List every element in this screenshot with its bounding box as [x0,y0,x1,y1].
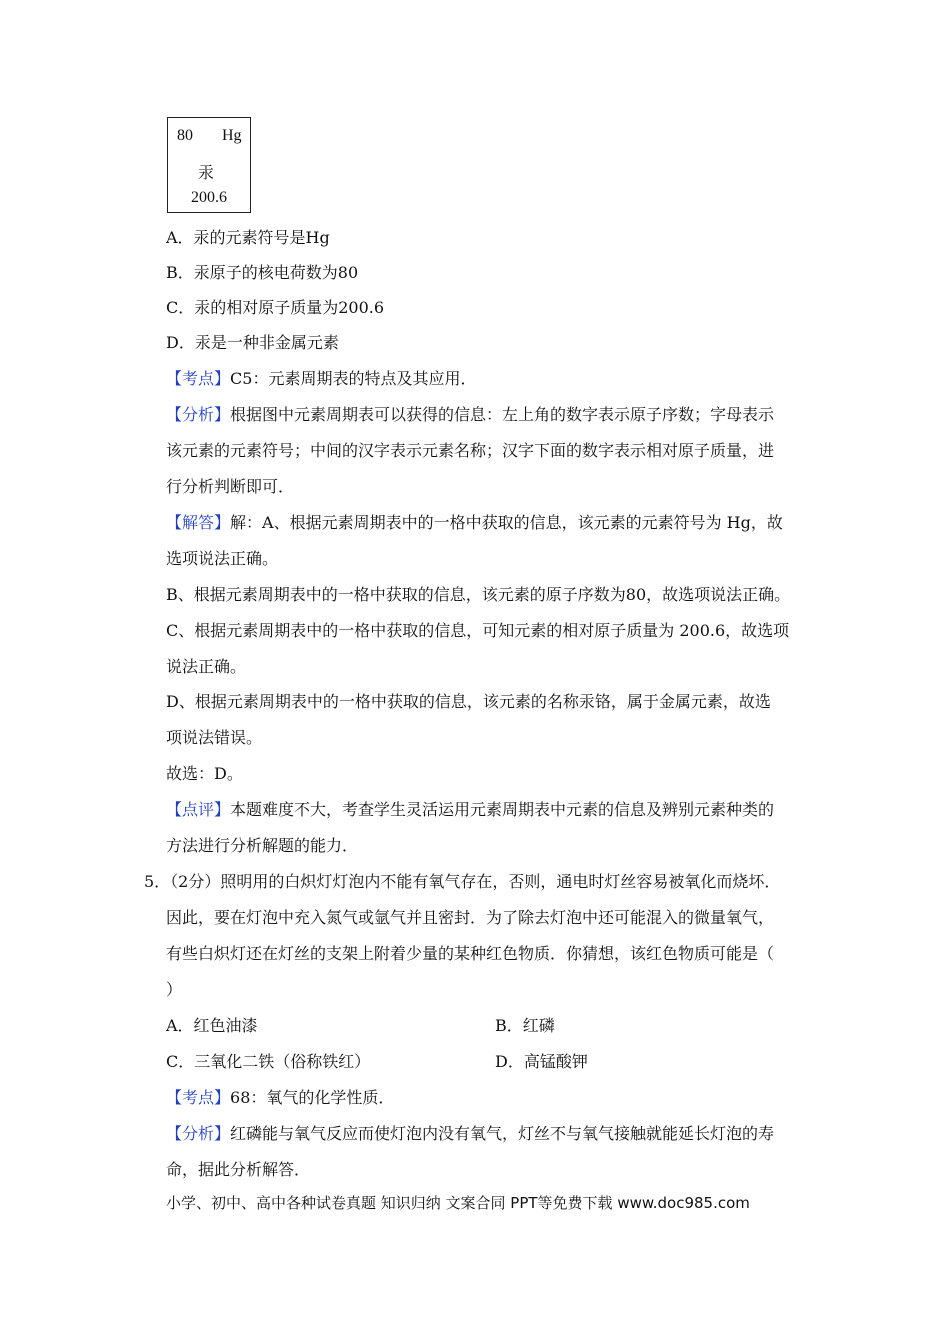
q5-stem-line: 5．（2分）照明用的白炽灯灯泡内不能有氧气存在，否则，通电时灯丝容易被氧化而烧坏． [144,872,781,891]
q4-dianping [166,800,774,820]
q5-option-c: C．三氧化二铁（俗称铁红） [166,1052,371,1071]
q4-jieda-line: D、根据元素周期表中的一格中获取的信息，该元素的名称汞铬，属于金属元素，故选 [166,692,771,711]
q4-kaodian-text: C5：元素周期表的特点及其应用． [230,369,477,388]
q4-fenxi-line: 行分析判断即可． [166,477,295,496]
q4-fenxi-line: 该元素的元素符号；中间的汉字表示元素名称；汉字下面的数字表示相对原子质量，进 [166,441,775,460]
q5-fenxi-line: 红磷能与氧气反应而使灯泡内没有氧气，灯丝不与氧气接触就能延长灯泡的寿 [230,1124,775,1143]
q5-fenxi-line: 命，据此分析解答． [166,1160,311,1179]
q5-kaodian [166,1088,394,1108]
q4-option-b: B．汞原子的核电荷数为80 [166,263,359,282]
q5-option-b: B．红磷 [495,1016,555,1035]
q4-dianping-line: 本题难度不大，考查学生灵活运用元素周期表中元素的信息及辨别元素种类的 [230,800,775,819]
q4-option-c: C．汞的相对原子质量为200.6 [166,298,385,317]
element-card-mercury [167,117,251,213]
element-name: 汞 [198,163,215,182]
kaodian-tag: 【考点】 [166,369,231,388]
q4-jieda-line: B、根据元素周期表中的一格中获取的信息，该元素的原子序数为80，故选项说法正确。 [166,585,791,604]
q5-kaodian-text: 68：氧气的化学性质． [230,1088,395,1107]
q4-jieda-line: 选项说法正确。 [166,549,279,568]
q5-option-a: A．红色油漆 [166,1016,258,1035]
q4-dianping-line: 方法进行分析解题的能力． [166,836,359,855]
q4-fenxi [166,405,774,425]
element-symbol: Hg [222,127,242,144]
page-footer: 小学、初中、高中各种试卷真题 知识归纳 文案合同 PPT等免费下载 www.doc985.com [166,1194,750,1212]
q4-option-d: D．汞是一种非金属元素 [166,333,339,352]
q4-jieda-line: C、根据元素周期表中的一格中获取的信息，可知元素的相对原子质量为 200.6，故选项 [166,621,790,640]
atomic-mass: 200.6 [191,189,227,206]
dianping-tag: 【点评】 [166,800,231,819]
q4-jieda-line: 解：A、根据元素周期表中的一格中获取的信息，该元素的元素符号为 Hg，故 [230,513,783,532]
q4-jieda-line: 项说法错误。 [166,728,263,747]
q5-stem-line: 因此，要在灯泡中充入氮气或氩气并且密封．为了除去灯泡中还可能混入的微量氧气， [166,908,775,927]
q5-fenxi [166,1124,774,1144]
kaodian-tag: 【考点】 [166,1088,231,1107]
q5-stem-line: 有些白炽灯还在灯丝的支架上附着少量的某种红色物质．你猜想，该红色物质可能是（ [166,944,775,963]
atomic-number: 80 [177,127,193,144]
q4-fenxi-line: 根据图中元素周期表可以获得的信息：左上角的数字表示原子序数；字母表示 [230,405,775,424]
q4-jieda-line: 故选：D。 [166,764,243,783]
q4-jieda [166,513,783,533]
q4-option-a: A．汞的元素符号是Hg [166,228,330,247]
q5-option-d: D．高锰酸钾 [495,1052,588,1071]
q4-jieda-line: 说法正确。 [166,657,247,676]
q4-kaodian [166,369,476,389]
q5-stem-line: ） [166,980,183,999]
jieda-tag: 【解答】 [166,513,231,532]
fenxi-tag: 【分析】 [166,405,231,424]
fenxi-tag: 【分析】 [166,1124,231,1143]
